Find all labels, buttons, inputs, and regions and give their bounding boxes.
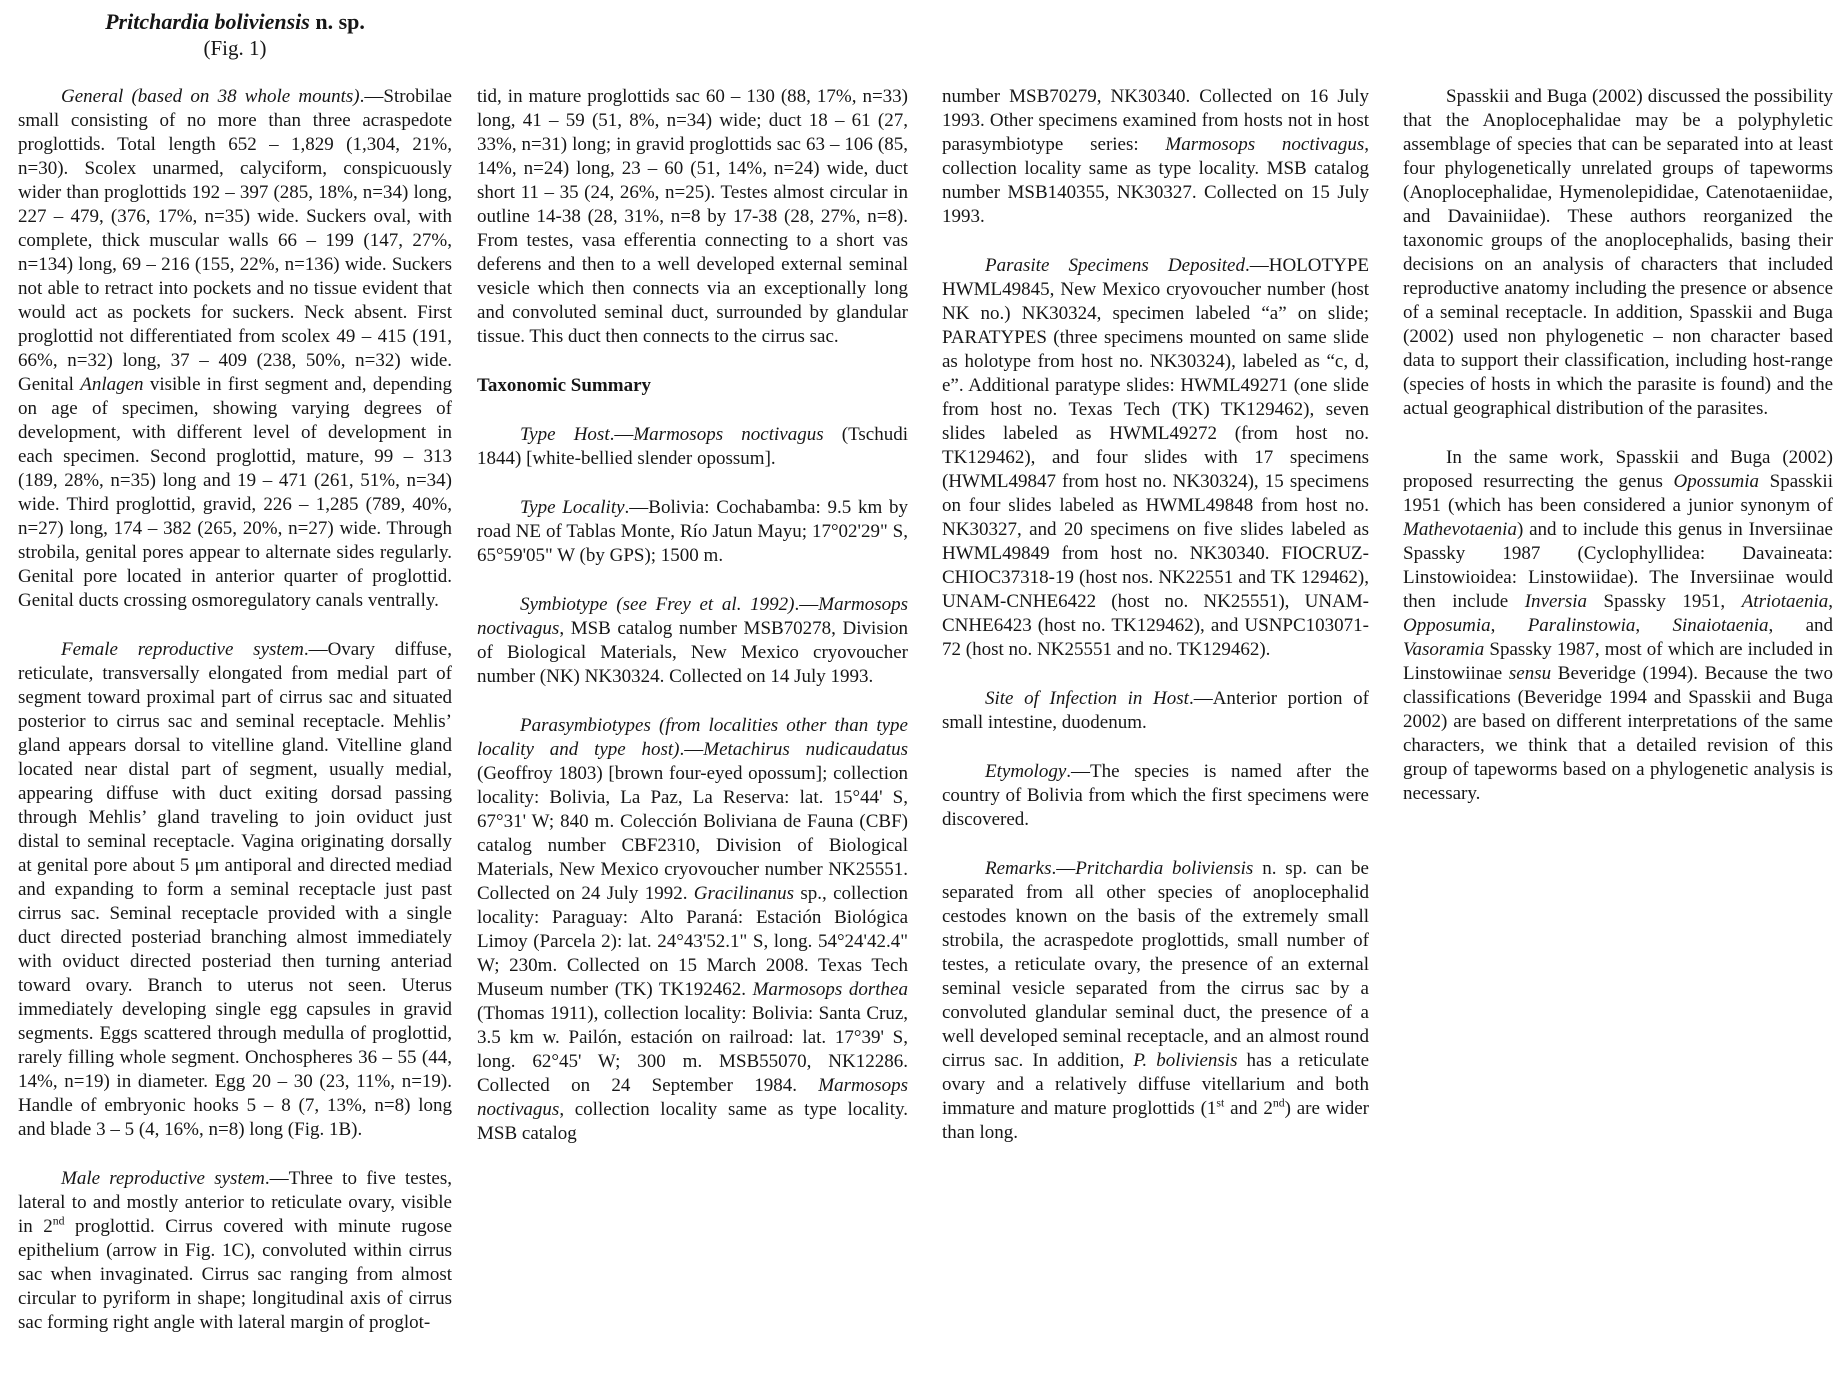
paper-header [18, 8, 452, 61]
text-column-1 [18, 85, 452, 1335]
paragraph: Symbiotype (see Frey et al. 1992).—Marmosops noctivagus, MSB catalog number MSB70278, Division of Biological Materials, New Mexico cryovoucher number (NK) NK30324. Collected on 14 July 1993. [477, 594, 908, 687]
paper-title: Pritchardia boliviensis n. sp. [105, 9, 365, 34]
paragraph: Type Host.—Marmosops noctivagus (Tschudi 1844) [white-bellied slender opossum]. [477, 424, 908, 469]
section-heading: Taxonomic Summary [477, 375, 652, 396]
paragraph: Parasymbiotypes (from localities other than type locality and type host).—Metachirus nudicaudatus (Geoffroy 1803) [brown four-eyed opossum]; collection locality: Bolivia, La Paz, La Reserva: lat. 15°44' S, 67°31' W; 840 m. Colección Boliviana de Fauna (CBF) catalog number CBF2310, Division of Biological Materials, New Mexico cryovoucher number NK25551. Collected on 24 July 1992. Gracilinanus sp., collection locality: Paraguay: Alto Paraná: Estación Biológica Limoy (Parcela 2): lat. 24°43'52.1" S, long. 54°24'42.4" W; 230m. Collected on 15 March 2008. Texas Tech Museum number (TK) TK192462. Marmosops dorthea (Thomas 1911), collection locality: Bolivia: Santa Cruz, 3.5 km w. Pailón, estación on railroad: lat. 17°39' S, long. 62°45' W; 300 m. MSB55070, NK12286. Collected on 24 September 1984. Marmosops noctivagus, collection locality same as type locality. MSB catalog [477, 715, 909, 1144]
paragraph: Male reproductive system.—Three to five testes, lateral to and mostly anterior to reticulate ovary, visible in 2nd proglottid. Cirrus covered with minute rugose epithelium (arrow in Fig. 1C), convoluted within cirrus sac when invaginated. Cirrus sac ranging from almost circular to pyriform in shape; longitudinal axis of cirrus sac forming right angle with lateral margin of proglot- [18, 1168, 453, 1333]
figure-reference: (Fig. 1) [203, 36, 267, 60]
paragraph: number MSB70279, NK30340. Collected on 16 July 1993. Other specimens examined from hosts not in host parasymbiotype series: Marmosops noctivagus, collection locality same as type locality. MSB catalog number MSB140355, NK30327. Collected on 15 July 1993. [942, 86, 1369, 227]
paragraph: Remarks.—Pritchardia boliviensis n. sp. can be separated from all other species of anoplocephalid cestodes known on the basis of the extremely small strobila, the acraspedote proglottids, small number of testes, a reticulate ovary, the presence of an external seminal vesicle separated from the cirrus sac by a convoluted glandular seminal duct, the presence of a well developed seminal receptacle, and an almost round cirrus sac. In addition, P. boliviensis has a reticulate ovary and a relatively diffuse vitellarium and both immature and mature proglottids (1st and 2nd) are wider than long. [942, 858, 1369, 1143]
paragraph: tid, in mature proglottids sac 60 – 130 (88, 17%, n=33) long, 41 – 59 (51, 8%, n=34) wide; duct 18 – 61 (27, 33%, n=31) long; in gravid proglottids sac 63 – 106 (85, 14%, n=24) long, 23 – 60 (51, 14%, n=24) wide, duct short 11 – 35 (24, 26%, n=25). Testes almost circular in outline 14-38 (28, 31%, n=8 by 17-38 (28, 27%, n=8). From testes, vasa efferentia connecting to a short vas deferens and then to a well developed external seminal vesicle which then connects via an exceptionally long and convoluted seminal duct, surrounded by glandular tissue. This duct then connects to the cirrus sac. [477, 86, 908, 347]
paragraph: Parasite Specimens Deposited.—HOLOTYPE HWML49845, New Mexico cryovoucher number (host NK no.) NK30324, specimen labeled “a” on slide; PARATYPES (three specimens mounted on same slide as holotype from host no. NK30324), labeled as “c, d, e”. Additional paratype slides: HWML49271 (one slide from host no. Texas Tech (TK) TK129462), seven slides labeled as HWML49272 (from host no. TK129462), and four slides with 17 specimens (HWML49847 from host no. NK30324), 15 specimens on four slides labeled as HWML49848 from host no. NK30327, and 20 specimens on five slides labeled as HWML49849 from host no. NK30340. FIOCRUZ-CHIOC37318-19 (host nos. NK22551 and TK 129462), UNAM-CNHE6422 (host no. NK25551), UNAM-CNHE6423 (host no. TK129462), and USNPC103071-72 (host no. NK25551 and no. TK129462). [942, 255, 1369, 660]
paragraph: Site of Infection in Host.—Anterior portion of small intestine, duodenum. [942, 688, 1369, 733]
paragraph: Spasskii and Buga (2002) discussed the possibility that the Anoplocephalidae may be a polyphyletic assemblage of species that can be separated into at least four phylogenetically unrelated groups of tapeworms (Anoplocephalidae, Hymenolepididae, Catenotaeniidae, and Davainiidae). These authors reorganized the taxonomic groups of the anoplocephalids, basing their decisions on an analysis of characters that included reproductive anatomy including the presence or absence of a seminal receptacle. In addition, Spasskii and Buga (2002) used non phylogenetic – non character based data to support their classification, including host-range (species of hosts in which the parasite is found) and the actual geographical distribution of the parasites. [1403, 86, 1833, 419]
paragraph: General (based on 38 whole mounts).—Strobilae small consisting of no more than three acraspedote proglottids. Total length 652 – 1,829 (1,304, 21%, n=30). Scolex unarmed, calyciform, conspicuously wider than proglottids 192 – 397 (285, 18%, n=34) long, 227 – 479, (376, 17%, n=35) wide. Suckers oval, with complete, thick muscular walls 66 – 199 (147, 27%, n=134) long, 69 – 216 (155, 22%, n=136) wide. Suckers not able to retract into pockets and no tissue evident that would act as pockets for suckers. Neck absent. First proglottid not differentiated from scolex 49 – 415 (191, 66%, n=32) long, 37 – 409 (238, 50%, n=32) wide. Genital Anlagen visible in first segment and, depending on age of specimen, showing varying degrees of development, with different level of development in each specimen. Second proglottid, mature, 99 – 313 (189, 28%, n=35) long and 19 – 471 (261, 51%, n=34) wide. Third proglottid, gravid, 226 – 1,285 (789, 40%, n=27) long, 174 – 382 (265, 20%, n=27) wide. Through strobila, genital pores appear to alternate sides regularly. Genital pore located in anterior quarter of proglottid. Genital ducts crossing osmoregulatory canals ventrally. [18, 86, 452, 611]
paragraph: Type Locality.—Bolivia: Cochabamba: 9.5 km by road NE of Tablas Monte, Río Jatun Mayu; 17°02'29" S, 65°59'05" W (by GPS); 1500 m. [477, 497, 908, 566]
paragraph: Female reproductive system.—Ovary diffuse, reticulate, transversally elongated from medial part of segment toward proximal part of cirrus sac and situated posterior to cirrus sac and seminal receptacle. Mehlis’ gland appears dorsal to vitelline gland. Vitelline gland located near distal part of segment, usually medial, appearing diffuse with duct exiting dorsad passing through Mehlis’ gland traveling to join oviduct just distal to seminal receptacle. Vagina originating dorsally at genital pore about 5 μm antiporal and directed mediad and expanding to form a seminal receptacle just past cirrus sac. Seminal receptacle provided with a single duct directed posteriad branching almost immediately with oviduct directed posteriad then turning anteriad toward ovary. Branch to uterus not seen. Uterus immediately developing single egg capsules in gravid segments. Eggs scattered through medulla of proglottid, rarely filling whole segment. Onchospheres 36 – 55 (44, 14%, n=19) in diameter. Egg 20 – 30 (23, 11%, n=19). Handle of embryonic hooks 5 – 8 (7, 13%, n=8) long and blade 3 – 5 (4, 16%, n=8) long (Fig. 1B). [18, 639, 452, 1140]
paragraph: In the same work, Spasskii and Buga (2002) proposed resurrecting the genus Opossumia Spasskii 1951 (which has been considered a junior synonym of Mathevotaenia) and to include this genus in Inversiinae Spassky 1987 (Cyclophyllidea: Davaineata: Linstowioidea: Linstowiidae). The Inversiinae would then include Inversia Spassky 1951, Atriotaenia, Opposumia, Paralinstowia, Sinaiotaenia, and Vasoramia Spassky 1987, most of which are included in Linstowiinae sensu Beveridge (1994). Because the two classifications (Beveridge 1994 and Spasskii and Buga 2002) are based on different interpretations of the same characters, we think that a detailed revision of this group of tapeworms based on a phylogenetic analysis is necessary. [1403, 447, 1834, 804]
text-column-3 [942, 85, 1369, 1145]
paragraph: Etymology.—The species is named after the country of Bolivia from which the first specimens were discovered. [942, 761, 1369, 830]
text-column-4 [1403, 85, 1833, 806]
text-column-2 [477, 85, 908, 1146]
